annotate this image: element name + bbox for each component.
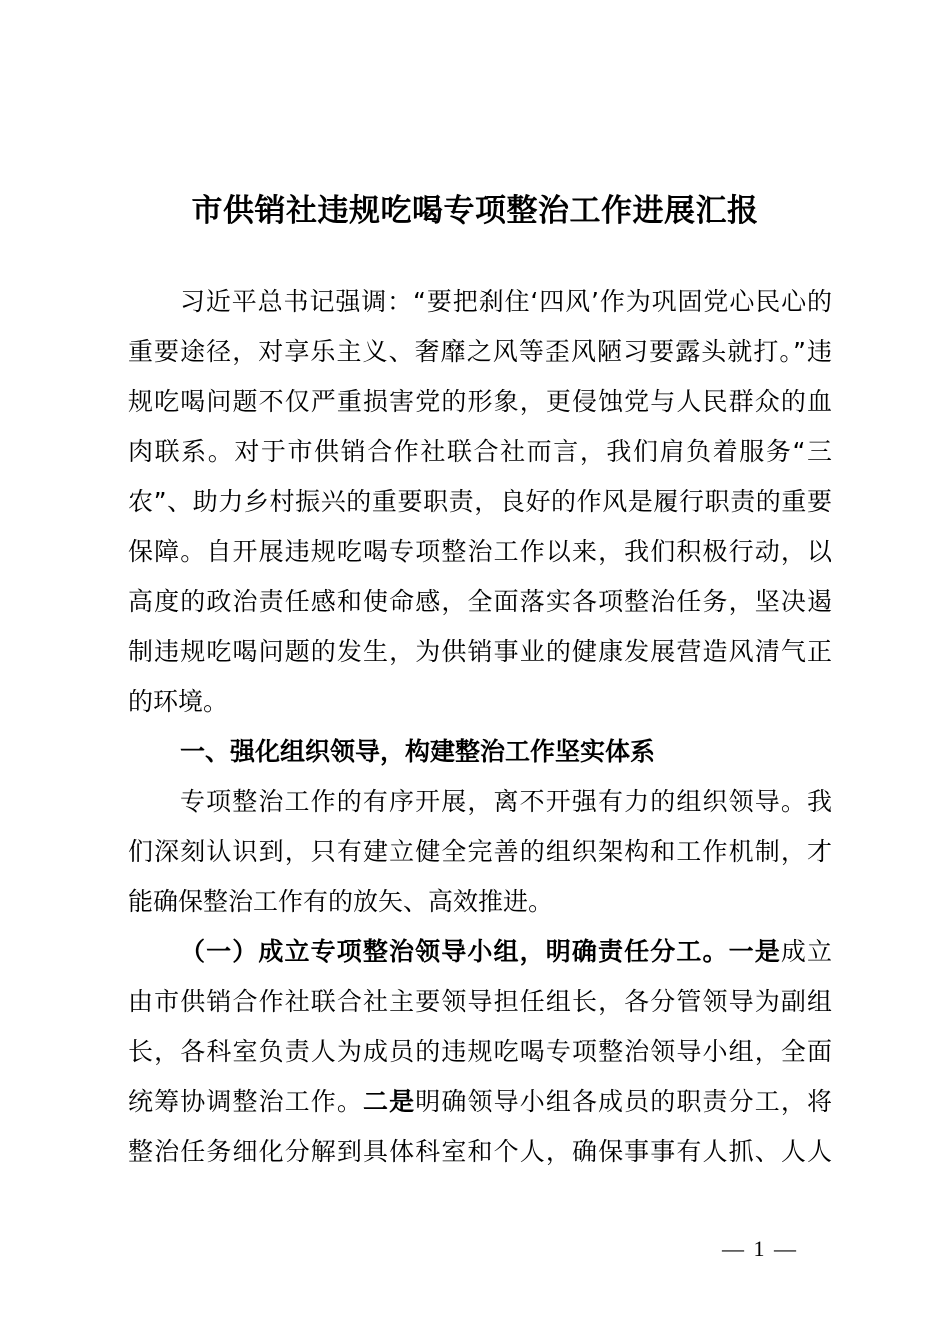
text-segment: 保障。自开展违规吃喝专项整治工作以来，我们积极行动，以	[128, 537, 832, 566]
document-body	[128, 282, 832, 1182]
text-segment: 农”、助力乡村振兴的重要职责，良好的作风是履行职责的重要	[128, 487, 832, 516]
text-line	[128, 282, 832, 332]
text-line	[128, 1032, 832, 1082]
text-line	[128, 482, 832, 532]
bold-text-segment: 二是	[363, 1087, 416, 1116]
text-segment: 们深刻认识到，只有建立健全完善的组织架构和工作机制，才	[128, 837, 832, 866]
text-line	[128, 582, 832, 632]
text-segment: 肉联系。对于市供销合作社联合社而言，我们肩负着服务“三	[128, 437, 832, 466]
text-line	[128, 332, 832, 382]
text-line	[128, 932, 832, 982]
text-line	[128, 432, 832, 482]
text-segment: 高度的政治责任感和使命感，全面落实各项整治任务，坚决遏	[128, 587, 832, 616]
text-segment: 重要途径，对享乐主义、奢靡之风等歪风陋习要露头就打。”违	[128, 337, 832, 366]
text-line	[128, 632, 832, 682]
bold-text-segment: （一）成立专项整治领导小组，明确责任分工。一是	[180, 937, 781, 966]
text-segment: 专项整治工作的有序开展，离不开强有力的组织领导。我	[180, 787, 832, 816]
text-line	[128, 532, 832, 582]
text-line	[128, 382, 832, 432]
text-segment: 习近平总书记强调：“要把刹住‘四风’作为巩固党心民心的	[180, 287, 832, 316]
text-line	[128, 782, 832, 832]
text-segment: 整治任务细化分解到具体科室和个人，确保事事有人抓、人人	[128, 1137, 832, 1166]
text-segment: 能确保整治工作有的放矢、高效推进。	[128, 887, 554, 916]
text-segment: 明确领导小组各成员的职责分工，将	[415, 1087, 832, 1116]
page-number: — 1 —	[722, 1236, 798, 1261]
text-line	[128, 1132, 832, 1182]
document-title: 市供销社违规吃喝专项整治工作进展汇报	[191, 193, 759, 229]
text-segment: 长，各科室负责人为成员的违规吃喝专项整治领导小组，全面	[128, 1037, 832, 1066]
text-line	[128, 832, 832, 882]
text-segment: 制违规吃喝问题的发生，为供销事业的健康发展营造风清气正	[128, 637, 832, 666]
bold-text-segment: 一、强化组织领导，构建整治工作坚实体系	[180, 737, 656, 766]
text-segment: 成立	[780, 937, 832, 966]
text-line	[128, 982, 832, 1032]
text-segment: 统筹协调整治工作。	[128, 1087, 364, 1116]
text-segment: 的环境。	[128, 687, 229, 716]
text-line	[128, 732, 832, 782]
text-segment: 规吃喝问题不仅严重损害党的形象，更侵蚀党与人民群众的血	[128, 387, 832, 416]
text-line	[128, 1082, 832, 1132]
text-line	[128, 682, 832, 732]
text-segment: 由市供销合作社联合社主要领导担任组长，各分管领导为副组	[128, 987, 832, 1016]
text-line	[128, 882, 832, 932]
